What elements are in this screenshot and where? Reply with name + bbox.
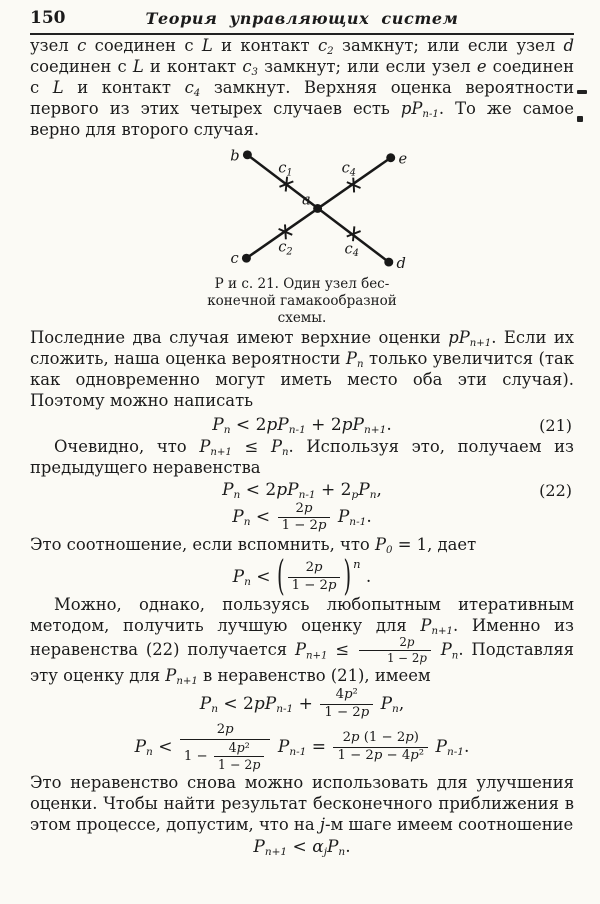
figure-caption (177, 276, 427, 327)
equation-25-math: $P_{n+1} < \alpha_jP_n$. (253, 837, 351, 859)
contact-label-c4-bottom: $c_4$ (344, 240, 359, 260)
caption-line: схемы. (277, 310, 327, 326)
paragraph-4: Это соотношение, если вспомнить, что $P_0 = 1$, дает (30, 535, 477, 557)
page-header (30, 8, 574, 31)
node-label-d: d (396, 254, 406, 271)
equation-24a-math: $P_n < 2pP_{n-1}$ + $\frac{\text{4p²}}{1 - 2p}$ $P_n$, (199, 687, 405, 721)
paragraph-1: узел c соединен с L и контакт $c_2$ замкнут; или если узел d соединен с L и контакт $c_3$ замкнут; или если узел e соединен с L и контакт $c_4$ замкнут. Верхняя оценка вероятности первого из этих четырех случаев есть $pP_{n-1}$. То же самое верно для второго случая. (30, 36, 575, 139)
paragraph-2: Последние два случая имеют верхние оценки $pP_{n+1}$. Если их сложить, наша оценка вероятности $P_n$ только увеличится (так как одновременно могут иметь место оба эти случая). Поэтому можно написать (30, 328, 574, 410)
node-label-c: c (230, 250, 239, 268)
equation-21-number: (21) (539, 415, 572, 435)
page-number: 150 (30, 8, 66, 28)
paragraph-6: Это неравенство снова можно использовать для улучшения оценки. Чтобы найти результат бесконечного приближения в этом процессе, допустим, что на j-м шаге имеем соотношение (30, 773, 574, 835)
equation-22-number: (22) (539, 480, 572, 500)
equation-22b-math: $P_n$ < $\frac{2p}{1 - 2p}$ $P_{n-1}$. (232, 500, 372, 534)
paragraph-5: Можно, однако, пользуясь любопытным итеративным методом, получить лучшую оценку для $P_{n+1}$. Именно из неравенства (22) получается $P_{n+1}$ ≤ $\frac{2p}{1 - 2p}$ $P_n$. Подставляя эту оценку для $P_{n+1}$ в неравенство (21), имеем (30, 595, 575, 688)
equation-23-math: $P_n$ < ( $\frac{2p}{1 - 2p}$ ) $^n$ . (232, 552, 372, 601)
node-e (386, 153, 395, 162)
equation-24a (30, 688, 574, 721)
equation-22a-math: $P_n < 2pP_{n-1} + 2_pP_n$, (222, 480, 382, 502)
figure-21 (177, 142, 427, 327)
node-d (384, 258, 393, 267)
running-title: Теория управляющих систем (145, 9, 459, 28)
node-a (313, 204, 322, 213)
caption-line: Р и с. 21. Один узел бес- (214, 276, 390, 292)
node-label-b: b (230, 147, 240, 165)
equation-22a (30, 480, 574, 501)
equation-25 (30, 837, 574, 858)
equation-24b (30, 723, 574, 772)
equation-21-math: $P_n < 2pP_{n-1} + 2pP_{n+1}$. (212, 415, 392, 437)
ink-speck (577, 90, 587, 94)
contact-label-c4-top: $c_4$ (341, 159, 357, 179)
equation-24b-math: $P_n$ < 2p 1 − $\frac{\text{4p²}}{1 - 2p}$ $P_{n-1}$ = $\frac{2p (1 - 2p)}{\text{1 − 2p − 4p²}}$ $P_{n-1}$. (134, 722, 470, 773)
equation-22b (30, 502, 574, 535)
node-c (242, 254, 251, 263)
contact-label-c2: $c_2$ (278, 238, 293, 258)
node-label-a: a (302, 191, 311, 209)
paragraph-3: Очевидно, что $P_{n+1} \le P_n$. Используя это, получаем из предыдущего неравенства (30, 437, 574, 478)
hammock-network-diagram (185, 142, 419, 271)
contact-label-c1: $c_1$ (278, 159, 293, 179)
ink-speck (577, 116, 583, 122)
node-label-e: e (398, 150, 408, 168)
node-b (243, 150, 252, 159)
equation-23 (30, 552, 574, 601)
caption-line: конечной гамакообразной (207, 293, 397, 309)
equation-21 (30, 415, 574, 436)
